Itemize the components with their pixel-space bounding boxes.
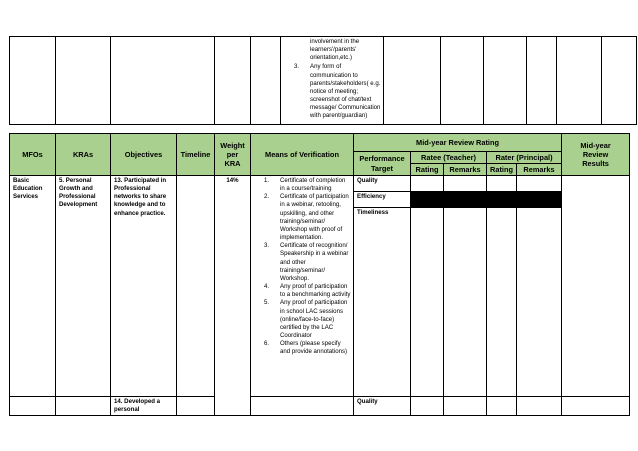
target-quality: Quality bbox=[354, 397, 411, 416]
rater-rating-cell bbox=[487, 176, 517, 192]
header-rater: Rater (Principal) bbox=[487, 152, 562, 164]
shaded-cell bbox=[487, 192, 517, 208]
means-item: Certificate of completion in a course/training bbox=[280, 177, 346, 193]
ratee-remarks-cell bbox=[444, 176, 487, 192]
means-item: Any proof of participation to a benchmarking activity bbox=[280, 283, 351, 299]
header-performance-target: Performance Target bbox=[354, 152, 411, 176]
rater-remarks-cell bbox=[517, 176, 562, 192]
continuation-list-item: Any form of communication to parents/stakeholders( e.g. notice of meeting; screenshot of chat/text message/ Communication with parent/guardian) bbox=[310, 63, 381, 120]
kra-cell: 5. Personal Growth and Professional Development bbox=[56, 176, 111, 397]
means-item: Any proof of participation in school LAC sessions (online/face-to-face) certified by the LAC Coordinator bbox=[280, 299, 348, 339]
header-midyear-results: Mid-year Review Results bbox=[562, 134, 630, 176]
shaded-cell bbox=[444, 192, 487, 208]
objective-cell: 13. Participated in Professional networks to share knowledge and to enhance practice. bbox=[111, 176, 177, 397]
objective-cell: 14. Developed a personal bbox=[111, 397, 177, 416]
header-weight: Weight per KRA bbox=[215, 134, 251, 176]
header-objectives: Objectives bbox=[111, 134, 177, 176]
header-rater-rating: Rating bbox=[487, 164, 517, 176]
header-midyear-rating: Mid-year Review Rating bbox=[354, 134, 562, 152]
weight-cell: 14% bbox=[215, 176, 251, 416]
ipcrf-table bbox=[9, 133, 630, 416]
header-row-1 bbox=[10, 134, 630, 152]
target-quality: Quality bbox=[354, 176, 411, 192]
means-list bbox=[251, 176, 353, 356]
header-ratee-remarks: Remarks bbox=[444, 164, 487, 176]
continuation-list bbox=[281, 62, 383, 120]
target-efficiency: Efficiency bbox=[354, 192, 411, 208]
header-ratee-rating: Rating bbox=[411, 164, 444, 176]
means-item: Others (please specify and provide annotations) bbox=[280, 340, 348, 356]
shaded-cell bbox=[411, 192, 444, 208]
means-item: Certificate of recognition/ Speakership in a webinar and other training/seminar/ Workshop. bbox=[280, 242, 349, 282]
header-rater-remarks: Remarks bbox=[517, 164, 562, 176]
continuation-row bbox=[10, 37, 637, 125]
header-mfos: MFOs bbox=[10, 134, 56, 176]
header-timeline: Timeline bbox=[177, 134, 215, 176]
continuation-means-cell bbox=[281, 37, 384, 125]
header-ratee: Ratee (Teacher) bbox=[411, 152, 487, 164]
table-row bbox=[10, 176, 630, 192]
header-means: Means of Verification bbox=[251, 134, 354, 176]
table-row bbox=[10, 397, 630, 416]
target-timeliness: Timeliness bbox=[354, 208, 411, 397]
mfo-cell: Basic Education Services bbox=[10, 176, 56, 397]
shaded-cell bbox=[517, 192, 562, 208]
header-kras: KRAs bbox=[56, 134, 111, 176]
previous-page-table bbox=[9, 36, 637, 125]
ratee-rating-cell bbox=[411, 176, 444, 192]
timeline-cell bbox=[177, 176, 215, 397]
results-cell bbox=[562, 176, 630, 397]
means-cell bbox=[251, 176, 354, 397]
means-item: Certificate of participation in a webinar, retooling, upskilling, and other training/seminar/ Workshop with proof of implementation. bbox=[280, 193, 349, 242]
continuation-text: involvement in the learners'/parents' orientation,etc.) bbox=[310, 38, 360, 62]
